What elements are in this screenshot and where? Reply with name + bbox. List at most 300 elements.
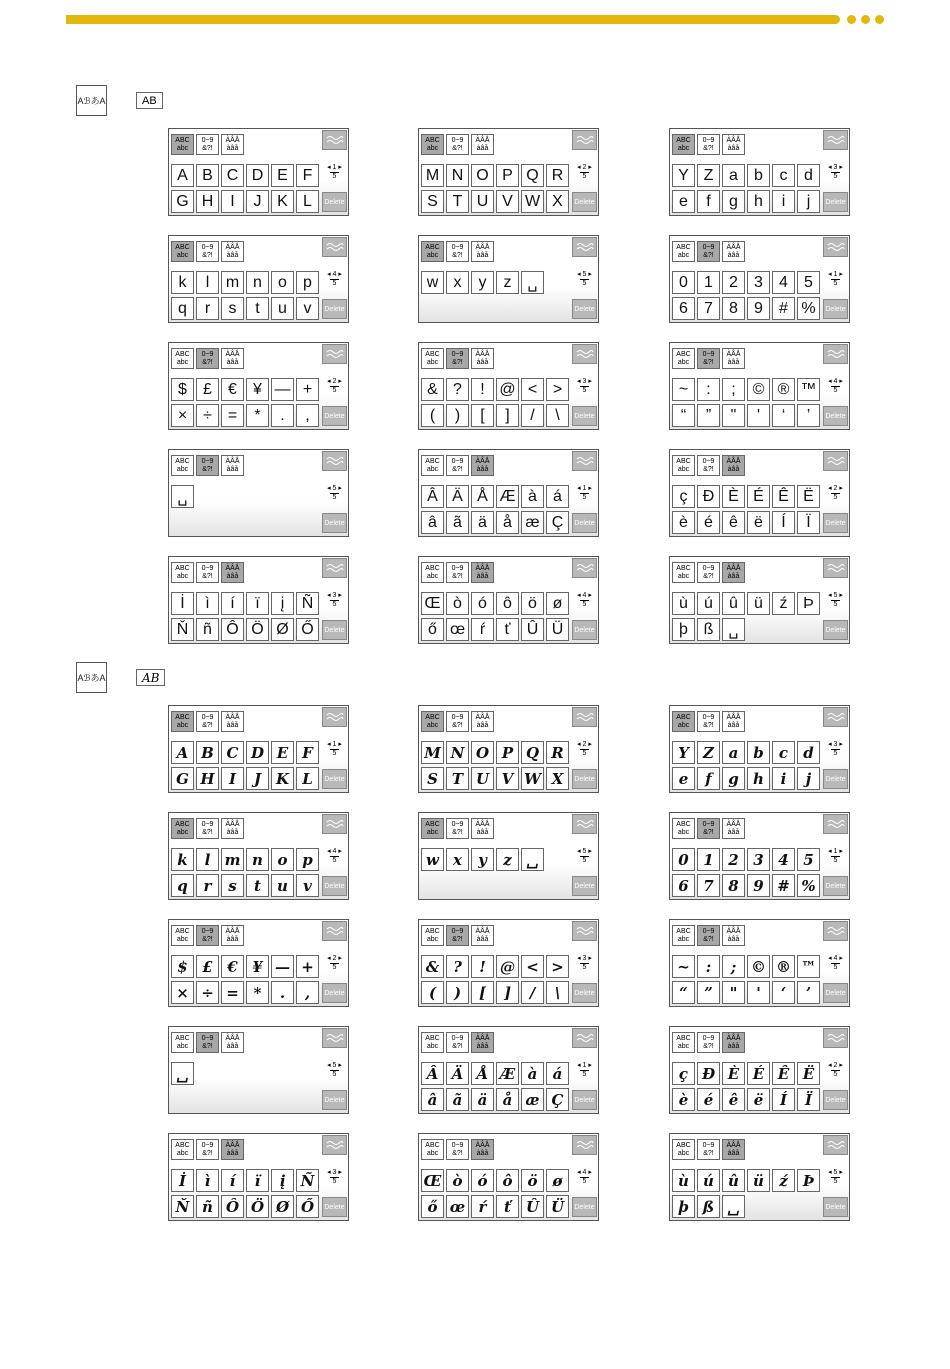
tab-accented[interactable]: ÀÂÅ àâå — [221, 562, 244, 583]
character-key[interactable]: ŕ — [471, 1195, 494, 1218]
tab-numbers-symbols[interactable]: 0~9 &?! — [196, 925, 219, 946]
stitch-preview-button[interactable] — [572, 1028, 597, 1048]
character-key[interactable]: ñ — [196, 1195, 219, 1218]
character-key[interactable]: F — [296, 164, 319, 187]
character-key[interactable]: ź — [772, 592, 795, 615]
character-key[interactable]: / — [521, 981, 544, 1004]
page-indicator[interactable]: ◂ 1 ▸ 5 — [577, 485, 592, 501]
tab-letters[interactable]: ABC abc — [672, 348, 695, 369]
stitch-preview-button[interactable] — [322, 344, 347, 364]
character-key[interactable]: q — [171, 874, 194, 897]
tab-numbers-symbols[interactable]: 0~9 &?! — [697, 711, 720, 732]
character-key[interactable]: œ — [446, 1195, 469, 1218]
character-key[interactable]: 5 — [797, 848, 820, 871]
character-key[interactable]: ç — [672, 1062, 695, 1085]
delete-button[interactable]: Delete — [322, 620, 347, 640]
tab-letters[interactable]: ABC abc — [171, 241, 194, 262]
delete-button[interactable]: Delete — [322, 299, 347, 319]
character-key[interactable]: 0 — [672, 271, 695, 294]
delete-button[interactable]: Delete — [572, 983, 597, 1003]
character-key[interactable]: x — [446, 848, 469, 871]
delete-button[interactable]: Delete — [823, 1090, 848, 1110]
character-key[interactable]: p — [296, 271, 319, 294]
character-key[interactable]: 4 — [772, 271, 795, 294]
tab-accented[interactable]: ÀÂÅ àâå — [221, 134, 244, 155]
tab-accented[interactable]: ÀÂÅ àâå — [221, 711, 244, 732]
character-key[interactable]: Í — [772, 511, 795, 534]
character-key[interactable]: ç — [672, 485, 695, 508]
character-key[interactable]: d — [797, 741, 820, 764]
character-key[interactable]: É — [747, 485, 770, 508]
character-key[interactable]: ” — [697, 981, 720, 1004]
tab-accented[interactable]: ÀÂÅ àâå — [471, 348, 494, 369]
character-key[interactable]: K — [271, 190, 294, 213]
delete-button[interactable]: Delete — [823, 983, 848, 1003]
character-key[interactable]: ‘ — [772, 981, 795, 1004]
character-key[interactable]: æ — [521, 511, 544, 534]
character-key[interactable]: þ — [672, 1195, 695, 1218]
character-key[interactable]: y — [471, 848, 494, 871]
tab-letters[interactable]: ABC abc — [421, 241, 444, 262]
stitch-preview-button[interactable] — [322, 1028, 347, 1048]
stitch-preview-button[interactable] — [823, 1135, 848, 1155]
character-key[interactable]: Æ — [496, 485, 519, 508]
character-key[interactable]: Ö — [246, 618, 269, 641]
character-key[interactable]: é — [697, 511, 720, 534]
delete-button[interactable]: Delete — [322, 769, 347, 789]
character-key[interactable]: Å — [471, 1062, 494, 1085]
character-key[interactable]: ô — [496, 592, 519, 615]
character-key[interactable]: “ — [672, 404, 695, 427]
tab-accented[interactable]: ÀÂÅ àâå — [722, 134, 745, 155]
character-key[interactable]: © — [747, 955, 770, 978]
character-key[interactable]: ï — [246, 592, 269, 615]
character-key[interactable]: V — [496, 767, 519, 790]
character-key[interactable]: * — [246, 981, 269, 1004]
tab-letters[interactable]: ABC abc — [421, 455, 444, 476]
tab-letters[interactable]: ABC abc — [171, 562, 194, 583]
tab-letters[interactable]: ABC abc — [672, 562, 695, 583]
character-key[interactable]: V — [496, 190, 519, 213]
stitch-preview-button[interactable] — [572, 344, 597, 364]
character-key[interactable]: \ — [546, 404, 569, 427]
character-key[interactable]: ä — [471, 511, 494, 534]
character-key[interactable]: ‘ — [772, 404, 795, 427]
tab-numbers-symbols[interactable]: 0~9 &?! — [446, 241, 469, 262]
character-key[interactable]: Þ — [797, 592, 820, 615]
delete-button[interactable]: Delete — [823, 192, 848, 212]
character-key[interactable]: s — [221, 874, 244, 897]
character-key[interactable]: Ø — [271, 618, 294, 641]
delete-button[interactable]: Delete — [322, 513, 347, 533]
tab-accented[interactable]: ÀÂÅ àâå — [722, 241, 745, 262]
character-key[interactable]: m — [221, 271, 244, 294]
page-indicator[interactable]: ◂ 5 ▸ 5 — [828, 1169, 843, 1185]
stitch-preview-button[interactable] — [823, 814, 848, 834]
character-key[interactable]: L — [296, 190, 319, 213]
character-key[interactable]: Ë — [797, 485, 820, 508]
tab-letters[interactable]: ABC abc — [421, 562, 444, 583]
page-indicator[interactable]: ◂ 2 ▸ 5 — [577, 164, 592, 180]
character-key[interactable]: Ñ — [296, 1169, 319, 1192]
character-key[interactable]: Ç — [546, 511, 569, 534]
character-key[interactable]: v — [296, 297, 319, 320]
character-key[interactable]: n — [246, 848, 269, 871]
character-key[interactable]: Ő — [296, 1195, 319, 1218]
character-key[interactable]: N — [446, 741, 469, 764]
character-key[interactable]: ä — [471, 1088, 494, 1111]
stitch-preview-button[interactable] — [823, 130, 848, 150]
tab-letters[interactable]: ABC abc — [672, 455, 695, 476]
character-key[interactable]: Ô — [221, 1195, 244, 1218]
character-key[interactable]: a — [722, 741, 745, 764]
tab-numbers-symbols[interactable]: 0~9 &?! — [697, 1032, 720, 1053]
page-indicator[interactable]: ◂ 3 ▸ 5 — [577, 955, 592, 971]
delete-button[interactable]: Delete — [572, 192, 597, 212]
tab-numbers-symbols[interactable]: 0~9 &?! — [697, 348, 720, 369]
character-key[interactable]: û — [722, 592, 745, 615]
tab-numbers-symbols[interactable]: 0~9 &?! — [196, 818, 219, 839]
character-key[interactable]: R — [546, 741, 569, 764]
character-key[interactable]: : — [697, 378, 720, 401]
character-key[interactable]: Q — [521, 741, 544, 764]
tab-numbers-symbols[interactable]: 0~9 &?! — [196, 711, 219, 732]
character-key[interactable]: o — [271, 848, 294, 871]
character-key[interactable]: g — [722, 767, 745, 790]
tab-letters[interactable]: ABC abc — [421, 818, 444, 839]
tab-numbers-symbols[interactable]: 0~9 &?! — [697, 818, 720, 839]
page-indicator[interactable]: ◂ 3 ▸ 5 — [327, 592, 342, 608]
stitch-preview-button[interactable] — [823, 707, 848, 727]
tab-accented[interactable]: ÀÂÅ àâå — [471, 1139, 494, 1160]
stitch-preview-button[interactable] — [322, 558, 347, 578]
character-key[interactable]: á — [546, 1062, 569, 1085]
character-key[interactable]: ~ — [672, 378, 695, 401]
character-key[interactable]: ì — [196, 592, 219, 615]
character-key[interactable]: 4 — [772, 848, 795, 871]
delete-button[interactable]: Delete — [322, 406, 347, 426]
character-key[interactable]: ë — [747, 511, 770, 534]
character-key[interactable]: w — [421, 271, 444, 294]
character-key[interactable]: z — [496, 271, 519, 294]
character-key[interactable]: ␣ — [521, 848, 544, 871]
stitch-preview-button[interactable] — [823, 451, 848, 471]
character-key[interactable]: ; — [722, 955, 745, 978]
stitch-preview-button[interactable] — [322, 1135, 347, 1155]
tab-letters[interactable]: ABC abc — [421, 134, 444, 155]
character-key[interactable]: + — [296, 378, 319, 401]
character-key[interactable]: þ — [672, 618, 695, 641]
character-key[interactable]: È — [722, 485, 745, 508]
stitch-preview-button[interactable] — [572, 814, 597, 834]
character-key[interactable]: m — [221, 848, 244, 871]
character-key[interactable]: M — [421, 164, 444, 187]
character-key[interactable]: / — [521, 404, 544, 427]
character-key[interactable]: ï — [246, 1169, 269, 1192]
character-key[interactable]: € — [221, 378, 244, 401]
character-key[interactable]: ë — [747, 1088, 770, 1111]
character-key[interactable]: ú — [697, 592, 720, 615]
character-key[interactable]: X — [546, 190, 569, 213]
tab-accented[interactable]: ÀÂÅ àâå — [722, 1032, 745, 1053]
character-key[interactable]: r — [196, 874, 219, 897]
tab-accented[interactable]: ÀÂÅ àâå — [471, 818, 494, 839]
character-key[interactable]: R — [546, 164, 569, 187]
tab-numbers-symbols[interactable]: 0~9 &?! — [196, 348, 219, 369]
character-key[interactable]: b — [747, 741, 770, 764]
character-key[interactable]: ÷ — [196, 981, 219, 1004]
character-key[interactable]: 9 — [747, 297, 770, 320]
character-key[interactable]: æ — [521, 1088, 544, 1111]
character-key[interactable]: Ő — [296, 618, 319, 641]
character-key[interactable]: Ï — [797, 511, 820, 534]
character-key[interactable]: å — [496, 1088, 519, 1111]
delete-button[interactable]: Delete — [322, 1090, 347, 1110]
character-key[interactable]: Ð — [697, 1062, 720, 1085]
character-key[interactable]: t — [246, 874, 269, 897]
character-key[interactable]: Ø — [271, 1195, 294, 1218]
tab-accented[interactable]: ÀÂÅ àâå — [221, 455, 244, 476]
page-indicator[interactable]: ◂ 3 ▸ 5 — [577, 378, 592, 394]
character-key[interactable]: ø — [546, 1169, 569, 1192]
character-key[interactable]: ? — [446, 378, 469, 401]
character-key[interactable]: F — [296, 741, 319, 764]
character-key[interactable]: T — [446, 190, 469, 213]
character-key[interactable]: b — [747, 164, 770, 187]
tab-accented[interactable]: ÀÂÅ àâå — [221, 925, 244, 946]
character-key[interactable]: . — [271, 404, 294, 427]
character-key[interactable]: í — [221, 592, 244, 615]
character-key[interactable]: Ð — [697, 485, 720, 508]
character-key[interactable]: W — [521, 767, 544, 790]
page-indicator[interactable]: ◂ 2 ▸ 5 — [327, 955, 342, 971]
character-key[interactable]: = — [221, 404, 244, 427]
character-key[interactable]: 6 — [672, 297, 695, 320]
character-key[interactable]: < — [521, 378, 544, 401]
character-key[interactable]: Y — [672, 164, 695, 187]
character-key[interactable]: ò — [446, 1169, 469, 1192]
character-key[interactable]: C — [221, 741, 244, 764]
character-key[interactable]: ñ — [196, 618, 219, 641]
tab-numbers-symbols[interactable]: 0~9 &?! — [697, 925, 720, 946]
character-key[interactable]: Ñ — [296, 592, 319, 615]
stitch-preview-button[interactable] — [322, 921, 347, 941]
character-key[interactable]: Ň — [171, 1195, 194, 1218]
character-key[interactable]: — — [271, 955, 294, 978]
tab-accented[interactable]: ÀÂÅ àâå — [471, 925, 494, 946]
character-key[interactable]: ŕ — [471, 618, 494, 641]
character-key[interactable]: ì — [196, 1169, 219, 1192]
delete-button[interactable]: Delete — [322, 983, 347, 1003]
stitch-preview-button[interactable] — [823, 344, 848, 364]
character-key[interactable]: ” — [697, 404, 720, 427]
character-key[interactable]: Â — [421, 1062, 444, 1085]
character-key[interactable]: v — [296, 874, 319, 897]
character-key[interactable]: ¥ — [246, 955, 269, 978]
character-key[interactable]: ( — [421, 404, 444, 427]
tab-letters[interactable]: ABC abc — [672, 711, 695, 732]
character-key[interactable]: ť — [496, 1195, 519, 1218]
character-key[interactable]: ’ — [797, 404, 820, 427]
character-key[interactable]: d — [797, 164, 820, 187]
character-key[interactable]: L — [296, 767, 319, 790]
tab-numbers-symbols[interactable]: 0~9 &?! — [196, 455, 219, 476]
character-key[interactable]: œ — [446, 618, 469, 641]
tab-accented[interactable]: ÀÂÅ àâå — [722, 1139, 745, 1160]
character-key[interactable]: ␣ — [521, 271, 544, 294]
character-key[interactable]: ó — [471, 1169, 494, 1192]
character-key[interactable]: 2 — [722, 271, 745, 294]
tab-numbers-symbols[interactable]: 0~9 &?! — [446, 711, 469, 732]
character-key[interactable]: c — [772, 741, 795, 764]
stitch-preview-button[interactable] — [572, 451, 597, 471]
tab-numbers-symbols[interactable]: 0~9 &?! — [196, 134, 219, 155]
delete-button[interactable]: Delete — [823, 620, 848, 640]
tab-numbers-symbols[interactable]: 0~9 &?! — [446, 134, 469, 155]
character-key[interactable]: G — [171, 190, 194, 213]
character-key[interactable]: 7 — [697, 297, 720, 320]
tab-letters[interactable]: ABC abc — [171, 925, 194, 946]
tab-numbers-symbols[interactable]: 0~9 &?! — [446, 1032, 469, 1053]
character-key[interactable]: Û — [521, 1195, 544, 1218]
character-key[interactable]: ® — [772, 955, 795, 978]
tab-letters[interactable]: ABC abc — [672, 1139, 695, 1160]
delete-button[interactable]: Delete — [322, 876, 347, 896]
character-key[interactable]: $ — [171, 955, 194, 978]
delete-button[interactable]: Delete — [572, 769, 597, 789]
character-key[interactable]: ò — [446, 592, 469, 615]
page-indicator[interactable]: ◂ 4 ▸ 5 — [327, 271, 342, 287]
tab-numbers-symbols[interactable]: 0~9 &?! — [446, 348, 469, 369]
character-key[interactable]: ! — [471, 378, 494, 401]
tab-letters[interactable]: ABC abc — [171, 818, 194, 839]
character-key[interactable]: Ê — [772, 1062, 795, 1085]
character-key[interactable]: u — [271, 874, 294, 897]
page-indicator[interactable]: ◂ 4 ▸ 5 — [828, 955, 843, 971]
page-indicator[interactable]: ◂ 5 ▸ 5 — [577, 848, 592, 864]
character-key[interactable]: Q — [521, 164, 544, 187]
character-key[interactable]: A — [171, 741, 194, 764]
character-key[interactable]: e — [672, 767, 695, 790]
character-key[interactable]: ) — [446, 404, 469, 427]
character-key[interactable]: C — [221, 164, 244, 187]
character-key[interactable]: 1 — [697, 271, 720, 294]
character-key[interactable]: è — [672, 1088, 695, 1111]
page-indicator[interactable]: ◂ 3 ▸ 5 — [828, 741, 843, 757]
character-key[interactable]: ß — [697, 618, 720, 641]
character-key[interactable]: é — [697, 1088, 720, 1111]
character-key[interactable]: ã — [446, 511, 469, 534]
character-key[interactable]: s — [221, 297, 244, 320]
character-key[interactable]: Ê — [772, 485, 795, 508]
tab-letters[interactable]: ABC abc — [171, 455, 194, 476]
stitch-preview-button[interactable] — [322, 814, 347, 834]
tab-letters[interactable]: ABC abc — [672, 818, 695, 839]
tab-numbers-symbols[interactable]: 0~9 &?! — [697, 134, 720, 155]
character-key[interactable]: < — [521, 955, 544, 978]
character-key[interactable]: ö — [521, 592, 544, 615]
tab-accented[interactable]: ÀÂÅ àâå — [471, 562, 494, 583]
character-key[interactable]: > — [546, 378, 569, 401]
character-key[interactable]: Ö — [246, 1195, 269, 1218]
character-key[interactable]: K — [271, 767, 294, 790]
stitch-preview-button[interactable] — [572, 130, 597, 150]
page-indicator[interactable]: ◂ 1 ▸ 5 — [577, 1062, 592, 1078]
delete-button[interactable]: Delete — [322, 1197, 347, 1217]
tab-numbers-symbols[interactable]: 0~9 &?! — [697, 455, 720, 476]
character-key[interactable]: ] — [496, 981, 519, 1004]
tab-numbers-symbols[interactable]: 0~9 &?! — [697, 241, 720, 262]
character-key[interactable]: Ü — [546, 1195, 569, 1218]
character-key[interactable]: U — [471, 767, 494, 790]
tab-letters[interactable]: ABC abc — [421, 348, 444, 369]
character-key[interactable]: A — [171, 164, 194, 187]
character-key[interactable]: O — [471, 164, 494, 187]
character-key[interactable]: Å — [471, 485, 494, 508]
tab-letters[interactable]: ABC abc — [171, 1139, 194, 1160]
character-key[interactable]: Y — [672, 741, 695, 764]
character-key[interactable]: U — [471, 190, 494, 213]
stitch-preview-button[interactable] — [572, 558, 597, 578]
character-key[interactable]: c — [772, 164, 795, 187]
stitch-preview-button[interactable] — [322, 130, 347, 150]
character-key[interactable]: > — [546, 955, 569, 978]
delete-button[interactable]: Delete — [572, 406, 597, 426]
tab-numbers-symbols[interactable]: 0~9 &?! — [196, 241, 219, 262]
page-indicator[interactable]: ◂ 4 ▸ 5 — [577, 1169, 592, 1185]
character-key[interactable]: j — [797, 190, 820, 213]
character-key[interactable]: O — [471, 741, 494, 764]
character-key[interactable]: J — [246, 767, 269, 790]
character-key[interactable]: $ — [171, 378, 194, 401]
character-key[interactable]: : — [697, 955, 720, 978]
character-key[interactable]: \ — [546, 981, 569, 1004]
character-key[interactable]: o — [271, 271, 294, 294]
character-key[interactable]: p — [296, 848, 319, 871]
character-key[interactable]: ť — [496, 618, 519, 641]
tab-numbers-symbols[interactable]: 0~9 &?! — [446, 455, 469, 476]
tab-letters[interactable]: ABC abc — [421, 711, 444, 732]
delete-button[interactable]: Delete — [823, 769, 848, 789]
character-key[interactable]: ( — [421, 981, 444, 1004]
tab-accented[interactable]: ÀÂÅ àâå — [221, 348, 244, 369]
character-key[interactable]: ő — [421, 618, 444, 641]
character-key[interactable]: “ — [672, 981, 695, 1004]
character-key[interactable]: Œ — [421, 592, 444, 615]
character-key[interactable]: I — [221, 190, 244, 213]
character-key[interactable]: k — [171, 271, 194, 294]
tab-accented[interactable]: ÀÂÅ àâå — [722, 925, 745, 946]
character-key[interactable]: k — [171, 848, 194, 871]
character-key[interactable]: [ — [471, 404, 494, 427]
character-key[interactable]: Ç — [546, 1088, 569, 1111]
character-key[interactable]: 9 — [747, 874, 770, 897]
character-key[interactable]: ü — [747, 592, 770, 615]
character-key[interactable]: f — [697, 190, 720, 213]
character-key[interactable]: Ô — [221, 618, 244, 641]
character-key[interactable]: ź — [772, 1169, 795, 1192]
stitch-preview-button[interactable] — [823, 237, 848, 257]
character-key[interactable]: å — [496, 511, 519, 534]
character-key[interactable]: f — [697, 767, 720, 790]
character-key[interactable]: X — [546, 767, 569, 790]
character-key[interactable]: % — [797, 874, 820, 897]
character-key[interactable]: ő — [421, 1195, 444, 1218]
character-key[interactable]: Z — [697, 741, 720, 764]
stitch-preview-button[interactable] — [823, 1028, 848, 1048]
stitch-preview-button[interactable] — [322, 707, 347, 727]
tab-accented[interactable]: ÀÂÅ àâå — [471, 241, 494, 262]
